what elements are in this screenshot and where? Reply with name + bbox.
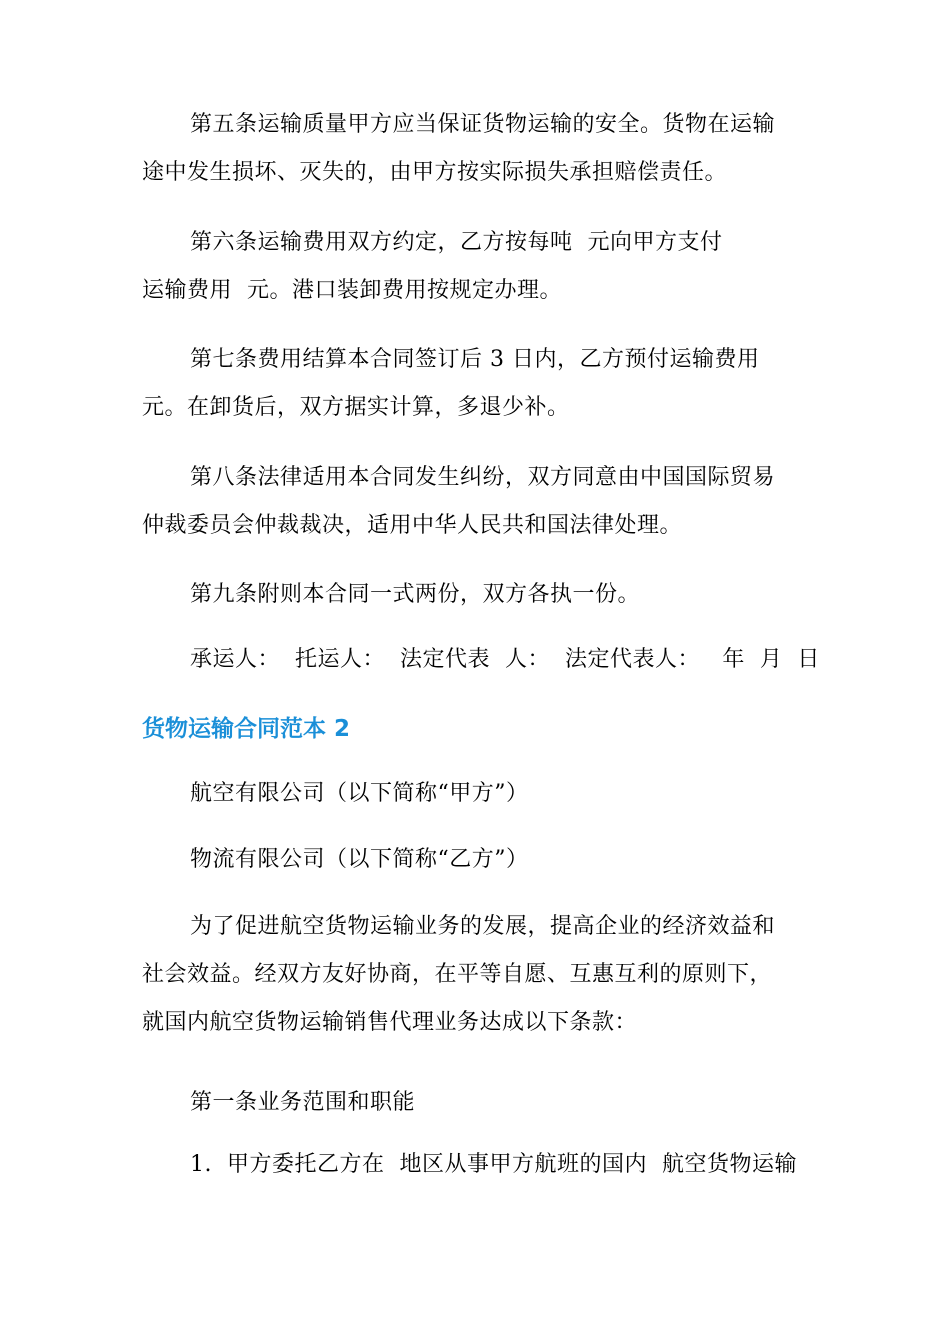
article-6-line-1: 第六条运输费用双方约定，乙方按每吨 元向甲方支付 [190,230,723,255]
article-5-line-2: 途中发生损坏、灭失的，由甲方按实际损失承担赔偿责任。 [142,160,728,185]
article-8-line-1: 第八条法律适用本合同发生纠纷，双方同意由中国国际贸易 [190,465,776,490]
preamble-line-1: 为了促进航空货物运输业务的发展，提高企业的经济效益和 [190,914,776,939]
party-b-line: 物流有限公司（以下简称“乙方”） [190,847,529,872]
signature-line: 承运人： 托运人： 法定代表 人： 法定代表人： 年 月 日 [190,647,820,672]
article-7-line-2: 元。在卸货后，双方据实计算，多退少补。 [142,395,570,420]
article-1-title: 第一条业务范围和职能 [190,1090,416,1115]
preamble-line-3: 就国内航空货物运输销售代理业务达成以下条款： [142,1010,638,1035]
article-9-line: 第九条附则本合同一式两份，双方各执一份。 [190,582,641,607]
article-7-line-1: 第七条费用结算本合同签订后 3 日内，乙方预付运输费用 [190,347,760,372]
party-a-line: 航空有限公司（以下简称“甲方”） [190,781,529,806]
preamble-line-2: 社会效益。经双方友好协商，在平等自愿、互惠互利的原则下， [142,962,773,987]
article-1-item-1: 1. 甲方委托乙方在 地区从事甲方航班的国内 航空货物运输 [190,1152,797,1177]
article-5-line-1: 第五条运输质量甲方应当保证货物运输的安全。货物在运输 [190,112,776,137]
article-8-line-2: 仲裁委员会仲裁裁决，适用中华人民共和国法律处理。 [142,513,683,538]
article-6-line-2: 运输费用 元。港口装卸费用按规定办理。 [142,278,562,303]
section-heading: 货物运输合同范本 2 [142,716,351,742]
